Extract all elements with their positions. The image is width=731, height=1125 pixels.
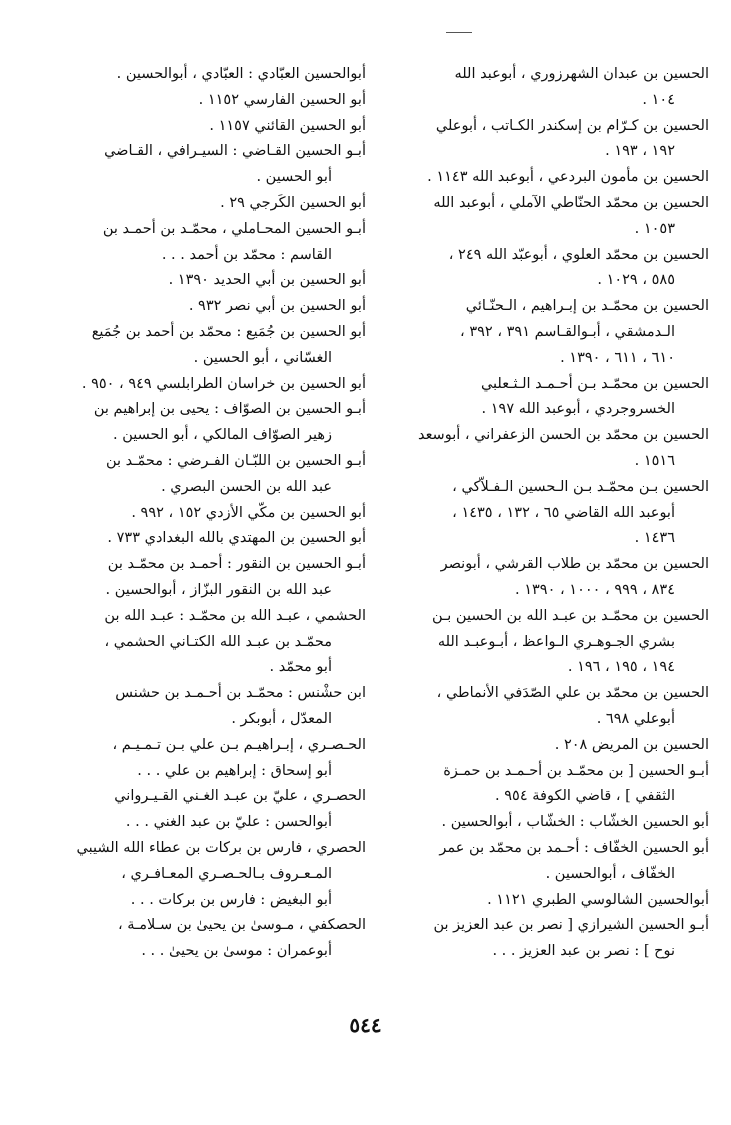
index-column-left bbox=[28, 62, 366, 965]
top-rule bbox=[446, 32, 472, 33]
entry-continuation-line: أبوعمران : موسىٰ بن يحيىٰ . . . bbox=[141, 943, 332, 960]
entry-continuation-line: زهير الصوّاف المالكي ، أبو الحسين . bbox=[112, 427, 332, 444]
index-entry bbox=[371, 733, 709, 759]
index-entry bbox=[371, 681, 709, 733]
entry-continuation-line: ١٥١٦ . bbox=[634, 452, 675, 469]
index-entry bbox=[28, 501, 366, 527]
entry-continuation-line: أبوالحسن : عليّ بن عبد الغني . . . bbox=[125, 814, 332, 831]
entry-heading-line: أبو الحسين الكَرجي ٢٩ . bbox=[220, 194, 366, 211]
index-entry bbox=[371, 759, 709, 811]
index-entry bbox=[28, 784, 366, 836]
entry-heading-line: الحسين بن محمّـد بن إبـراهيم ، الـحنّـائي bbox=[465, 298, 709, 315]
index-entry bbox=[371, 243, 709, 295]
index-entry bbox=[28, 372, 366, 398]
entry-heading-line: الحصكفي ، مـوسىٰ بن يحيىٰ بن سـلامـة ، bbox=[117, 917, 366, 934]
entry-heading-line: الحسين بن المريض ٢٠٨ . bbox=[554, 736, 709, 753]
entry-heading-line: الحـصـري ، إبـراهيـم بـن علي بـن تـمـيـم ، bbox=[112, 736, 366, 753]
index-entry bbox=[28, 681, 366, 733]
entry-heading-line: الحسين بن محمّـد بن عبـد الله بن الحسين بـن bbox=[431, 607, 709, 624]
entry-continuation-line: ١٠٤ . bbox=[642, 91, 675, 108]
entry-continuation-line: ١٤٣٦ . bbox=[634, 530, 675, 547]
index-entry bbox=[28, 62, 366, 88]
entry-heading-line: الحسين بن كـرّام بن إسكندر الكـاتب ، أبوعلي bbox=[435, 117, 709, 134]
index-entry bbox=[28, 604, 366, 681]
entry-heading-line: الحصـري ، عليّ بن عبـد الغـني القـيـرواني bbox=[114, 788, 366, 805]
entry-heading-line: أبـو الحسين [ بن محمّـد بن أحـمـد بن حمـزة bbox=[443, 762, 709, 779]
entry-heading-line: ابن حشْنس : محمّـد بن أحـمـد بن حشنس bbox=[115, 685, 366, 702]
entry-heading-line: أبو الحسين بن جُمَيع : محمّد بن أحمد بن جُمَيع bbox=[91, 323, 366, 340]
index-entry bbox=[28, 552, 366, 604]
entry-continuation-line: القاسم : محمّد بن أحمد . . . bbox=[161, 246, 332, 263]
index-entry bbox=[371, 191, 709, 243]
index-entry bbox=[371, 913, 709, 965]
entry-heading-line: أبو الحسين بن مكّي الأزدي ١٥٢ ، ٩٩٢ . bbox=[131, 504, 366, 521]
index-entry bbox=[371, 165, 709, 191]
entry-heading-line: أبو الحسين بن المهتدي بالله البغدادي ٧٣٣ . bbox=[107, 530, 366, 547]
index-entry bbox=[28, 139, 366, 191]
index-entry bbox=[371, 62, 709, 114]
entry-continuation-line: ٨٣٤ ، ٩٩٩ ، ١٠٠٠ ، ١٣٩٠ . bbox=[515, 581, 675, 598]
index-entry bbox=[28, 191, 366, 217]
entry-heading-line: أبو الحسين بن أبي الحديد ١٣٩٠ . bbox=[168, 272, 366, 289]
index-entry bbox=[28, 836, 366, 913]
index-entry bbox=[371, 475, 709, 552]
index-entry bbox=[371, 810, 709, 836]
entry-continuation-line: أبوعلي ٦٩٨ . bbox=[596, 710, 675, 727]
index-entry bbox=[28, 397, 366, 449]
entry-heading-line: الحسين بن محمّد بن الحسن الزعفراني ، أبوسعد bbox=[417, 427, 709, 444]
index-entry bbox=[28, 449, 366, 501]
entry-continuation-line: بشري الجـوهـري الـواعظ ، أبـوعبـد الله bbox=[437, 633, 675, 650]
entry-heading-line: أبو الحسين الخشّاب : الخشّاب ، أبوالحسين . bbox=[441, 814, 709, 831]
entry-heading-line: أبو الحسين بن خراسان الطرابلسي ٩٤٩ ، ٩٥٠ . bbox=[81, 375, 366, 392]
index-entry bbox=[371, 423, 709, 475]
index-entry bbox=[371, 372, 709, 424]
index-entry bbox=[28, 114, 366, 140]
entry-continuation-line: عبد الله بن النقور البزّاز ، أبوالحسين . bbox=[105, 581, 332, 598]
entry-continuation-line: ١٩٤ ، ١٩٥ ، ١٩٦ . bbox=[567, 659, 675, 676]
entry-continuation-line: محمّـد بن عبـد الله الكتـاني الحشمي ، bbox=[104, 633, 332, 650]
entry-heading-line: أبـو الحسين بن النقور : أحمـد بن محمّـد بن bbox=[107, 556, 366, 573]
entry-heading-line: الحسين بن محمّـد بـن أحـمـد الـثـعلبي bbox=[480, 375, 709, 392]
index-entry bbox=[371, 888, 709, 914]
index-entry bbox=[371, 836, 709, 888]
index-column-right bbox=[371, 62, 709, 965]
index-entry bbox=[371, 114, 709, 166]
entry-continuation-line: ١٠٥٣ . bbox=[634, 220, 675, 237]
index-entry bbox=[28, 294, 366, 320]
entry-heading-line: أبـو الحسين بن الصوّاف : يحيى بن إبراهيم بن bbox=[93, 401, 366, 418]
index-entry bbox=[371, 552, 709, 604]
entry-heading-line: الحسين بـن محمّـد بـن الـحسين الـفـلاّكي ، bbox=[452, 478, 709, 495]
entry-heading-line: الحسين بن محمّد بن طلاب القرشي ، أبونصر bbox=[440, 556, 709, 573]
entry-heading-line: الحسين بن عبدان الشهرزوري ، أبوعبد الله bbox=[454, 66, 709, 82]
entry-heading-line: الحسين بن مأمون البردعي ، أبوعبد الله ١١٤٣ . bbox=[427, 169, 709, 186]
index-entry bbox=[28, 88, 366, 114]
entry-continuation-line: المـعـروف بـالحـصـري المعـافـري ، bbox=[121, 865, 332, 882]
entry-continuation-line: أبو البغيض : فارس بن بركات . . . bbox=[130, 891, 332, 908]
entry-heading-line: الحشمي ، عبـد الله بن محمّـد : عبـد الله بن bbox=[104, 607, 366, 624]
entry-heading-line: أبو الحسين الخفّاف : أحـمد بن محمّد بن عمر bbox=[439, 839, 709, 856]
index-entry bbox=[371, 294, 709, 371]
entry-continuation-line: الخفّاف ، أبوالحسين . bbox=[545, 865, 675, 882]
entry-continuation-line: أبوعبد الله القاضي ٦٥ ، ١٣٢ ، ١٤٣٥ ، bbox=[452, 504, 675, 521]
entry-continuation-line: الغسّاني ، أبو الحسين . bbox=[193, 349, 332, 366]
entry-heading-line: الحسين بن محمّد الحنّاطي الآملي ، أبوعبد الله bbox=[433, 194, 709, 211]
index-entry bbox=[28, 268, 366, 294]
index-entry bbox=[28, 217, 366, 269]
index-entry bbox=[371, 604, 709, 681]
entry-heading-line: الحسين بن محمّد بن علي الصّدَفي الأنماطي ، bbox=[436, 685, 709, 702]
entry-continuation-line: الثقفي ] ، قاضي الكوفة ٩٥٤ . bbox=[495, 788, 675, 805]
entry-continuation-line: عبد الله بن الحسن البصري . bbox=[161, 478, 332, 495]
entry-heading-line: أبـو الحسين المحـاملي ، محمّـد بن أحمـد بن bbox=[102, 220, 366, 237]
entry-heading-line: أبوالحسين العبّادي : العبّادي ، أبوالحسين . bbox=[116, 66, 366, 82]
index-entry bbox=[28, 320, 366, 372]
entry-heading-line: أبو الحسين الفارسي ١١٥٢ . bbox=[198, 91, 366, 108]
entry-continuation-line: ٦١٠ ، ٦١١ ، ١٣٩٠ . bbox=[560, 349, 675, 366]
entry-continuation-line: أبو الحسين . bbox=[256, 169, 332, 186]
entry-heading-line: الحصري ، فارس بن بركات بن عطاء الله الشيبي bbox=[76, 839, 366, 856]
entry-continuation-line: ١٩٢ ، ١٩٣ . bbox=[605, 143, 675, 160]
entry-heading-line: أبو الحسين بن أبي نصر ٩٣٢ . bbox=[188, 298, 366, 315]
entry-heading-line: أبـو الحسين الشيرازي [ نصر بن عبد العزيز بن bbox=[433, 917, 709, 934]
index-entry bbox=[28, 526, 366, 552]
index-entry bbox=[28, 913, 366, 965]
entry-heading-line: أبوالحسين الشالوسي الطبري ١١٢١ . bbox=[487, 891, 709, 908]
entry-continuation-line: أبو إسحاق : إبراهيم بن علي . . . bbox=[137, 762, 332, 779]
entry-heading-line: أبو الحسين القائني ١١٥٧ . bbox=[209, 117, 366, 134]
entry-continuation-line: الخسروجردي ، أبوعبد الله ١٩٧ . bbox=[481, 401, 675, 418]
index-entry bbox=[28, 733, 366, 785]
entry-heading-line: الحسين بن محمّد العلوي ، أبوعبّد الله ٢٤٩ ، bbox=[448, 246, 709, 263]
entry-continuation-line: ٥٨٥ ، ١٠٢٩ . bbox=[597, 272, 675, 289]
entry-continuation-line: أبو محمّد . bbox=[269, 659, 332, 676]
entry-heading-line: أبـو الحسين القـاضي : السيـرافي ، القـاضي bbox=[104, 143, 366, 160]
entry-heading-line: أبـو الحسين بن اللبّـان الفـرضي : محمّـد بن bbox=[106, 452, 366, 469]
entry-continuation-line: المعدّل ، أبوبكر . bbox=[231, 710, 332, 727]
entry-continuation-line: نوح ] : نصر بن عبد العزيز . . . bbox=[492, 943, 675, 960]
page-number: ٥٤٤ bbox=[349, 1013, 382, 1037]
entry-continuation-line: الـدمشقي ، أبـوالقـاسم ٣٩١ ، ٣٩٢ ، bbox=[460, 323, 675, 340]
